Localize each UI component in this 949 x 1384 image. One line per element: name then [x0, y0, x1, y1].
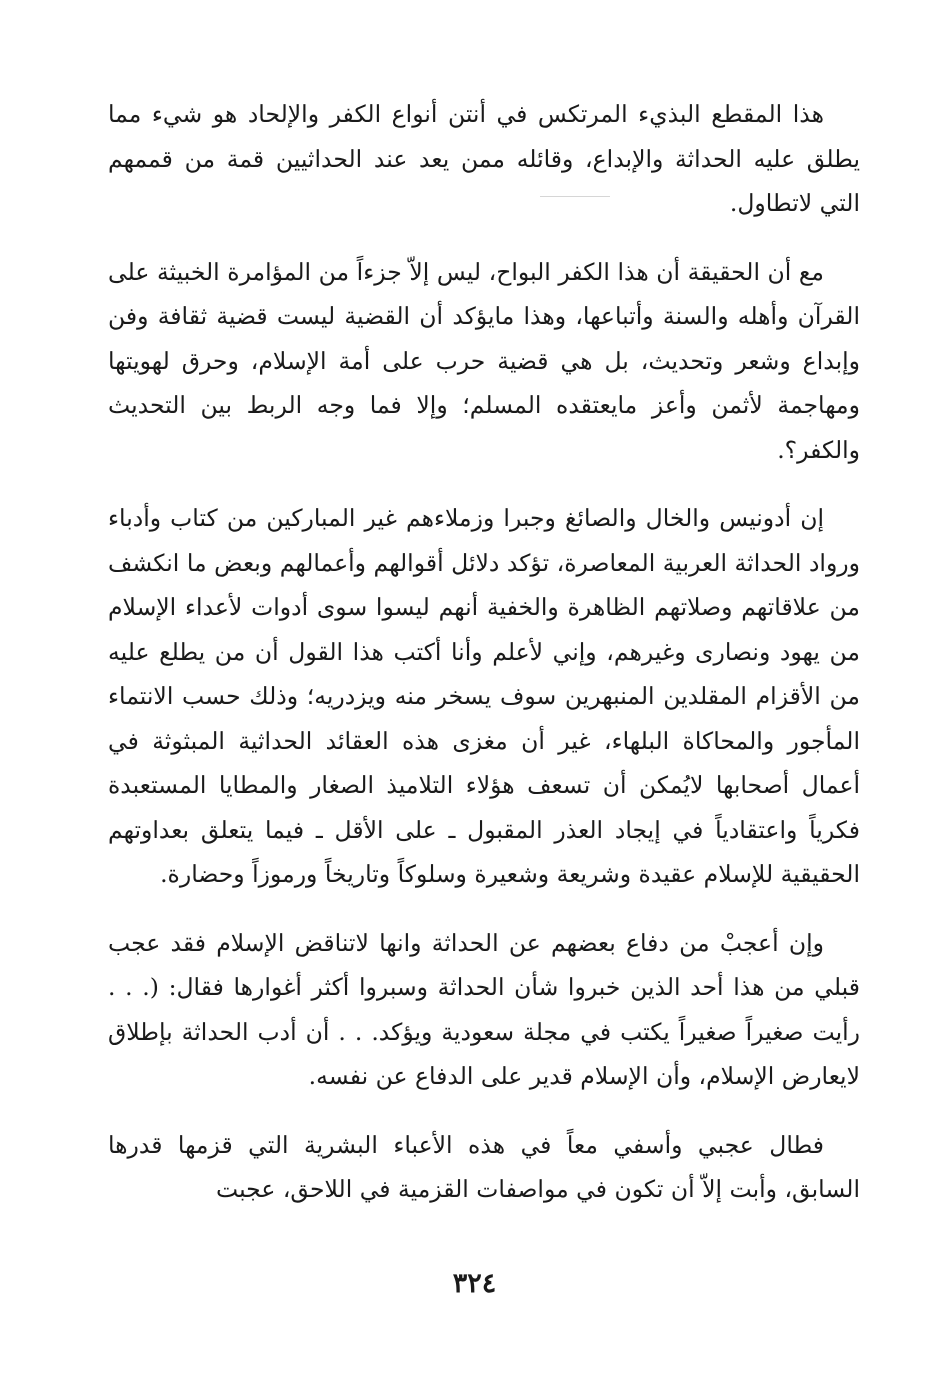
paragraph-3: إن أدونيس والخال والصائغ وجبرا وزملاءهم غير المباركين من كتاب وأدباء ورواد الحداثة العربية المعاصرة، تؤكد دلائل أقوالهم وأعمالهم وبعض ما انكشف من علاقاتهم وصلاتهم الظاهرة والخفية أنهم ليسوا سوى أدوات لأعداء الإسلام من يهود ونصارى وغيرهم، وإني لأعلم وأنا أكتب هذا القول أن من يطلع عليه من الأقزام المقلدين المنبهرين سوف يسخر منه ويزدريه؛ وذلك حسب الانتماء المأجور والمحاكاة البلهاء، غير أن مغزى هذه العقائد الحداثية المبثوثة في أعمال أصحابها لايُمكن أن تسعف هؤلاء التلاميذ الصغار والمطايا المستعبدة فكرياً واعتقادياً في إيجاد العذر المقبول ـ على الأقل ـ فيما يتعلق بعداوتهم الحقيقية للإسلام عقيدة وشريعة وشعيرة وسلوكاً وتاريخاً ورموزاً وحضارة.: [108, 504, 860, 888]
body-text: [108, 92, 860, 1236]
paragraph-2: مع أن الحقيقة أن هذا الكفر البواح، ليس إلاّ جزءاً من المؤامرة الخبيثة على القرآن وأهله والسنة وأتباعها، وهذا مايؤكد أن القضية ليست قضية ثقافة وفن وإبداع وشعر وتحديث، بل هي قضية حرب على أمة الإسلام، وحرق لهويتها ومهاجمة لأثمن وأعز مايعتقده المسلم؛ وإلا فما وجه الربط بين التحديث والكفر؟.: [108, 257, 860, 464]
paragraph-4: وإن أعجبْ من دفاع بعضهم عن الحداثة وانها لاتناقض الإسلام فقد عجب قبلي من هذا أحد الذين خبروا شأن الحداثة وسبروا أكثر أغوارها فقال: (. . . رأيت صغيراً صغيراً يكتب في مجلة سعودية ويؤكد. . . أن أدب الحداثة بإطلاق لايعارض الإسلام، وأن الإسلام قدير على الدفاع عن نفسه.: [108, 928, 860, 1090]
page-number: ٣٢٤: [452, 1268, 497, 1299]
paragraph-1: هذا المقطع البذيء المرتكس في أنتن أنواع الكفر والإلحاد هو شيء مما يطلق عليه الحداثة والإبداع، وقائله ممن يعد عند الحداثيين قمة من قممهم التي لاتطاول.: [108, 100, 860, 217]
paragraph-5: فطال عجبي وأسفي معاً في هذه الأعباء البشرية التي قزمها قدرها السابق، وأبت إلاّ أن تكون في مواصفات القزمية في اللاحق، عجبت: [108, 1130, 860, 1203]
